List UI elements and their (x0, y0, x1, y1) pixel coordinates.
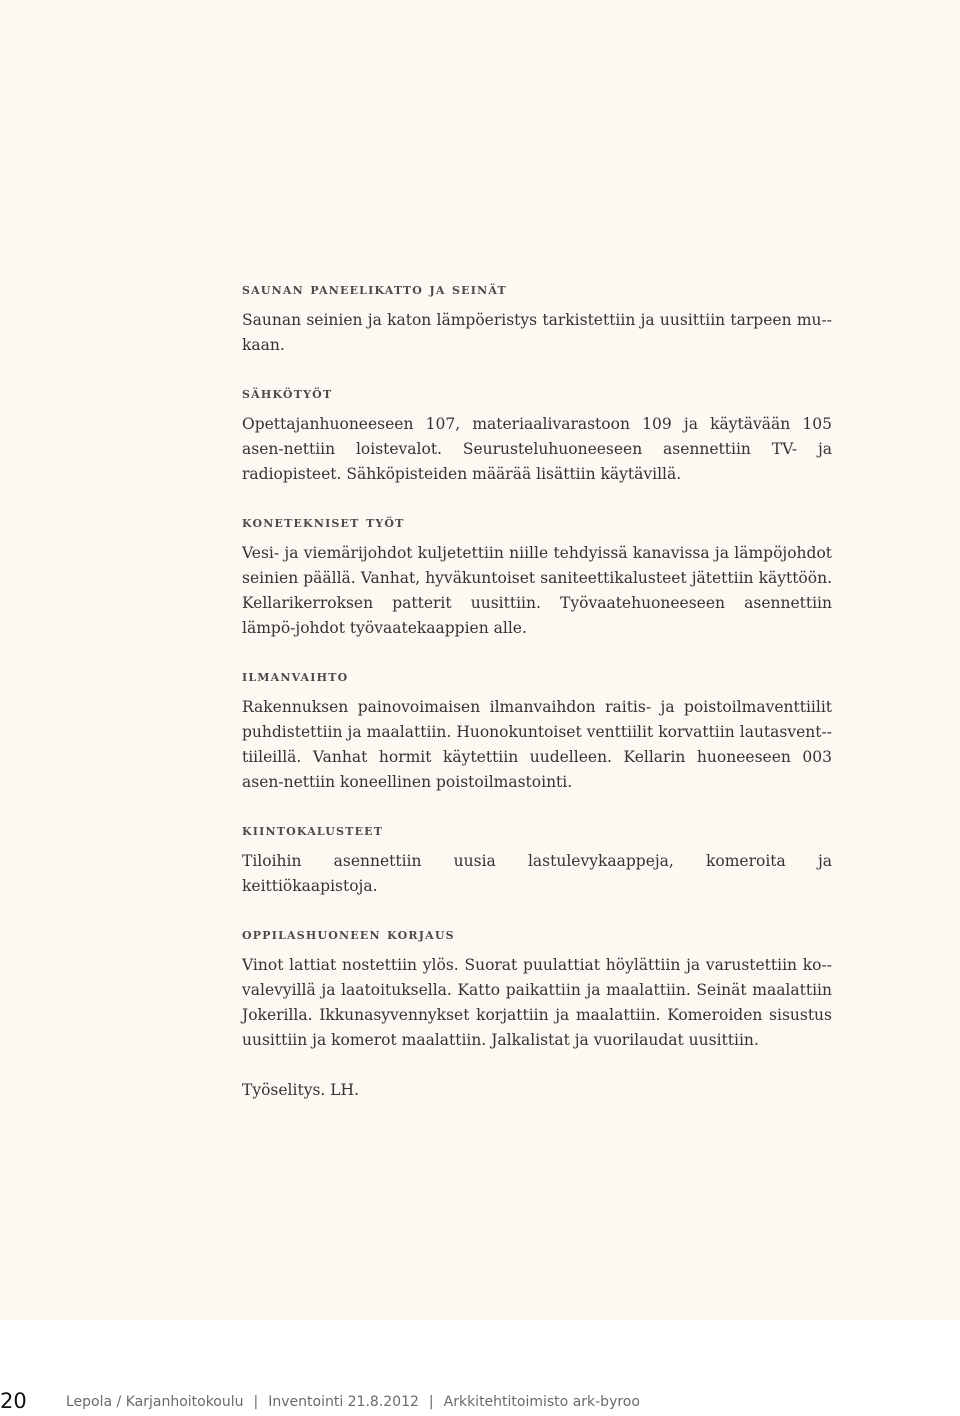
section-text: Tiloihin asennettiin uusia lastulevykaappeja, komeroita ja keittiökaapistoja. (242, 852, 832, 895)
page-footer (0, 1388, 960, 1416)
footer-separator: | (253, 1394, 259, 1410)
section-text: Vesi- ja viemärijohdot kuljetettiin niille tehdyissä kanavissa ja lämpöjohdot seinien päällä. Vanhat, hyväkuntoiset saniteettikalusteet jätettiin käyttöön. Kellarikerroksen patterit uusittiin. Työvaatehuoneeseen asennettiin lämpö-johdot työvaatekaappien alle. (242, 544, 832, 637)
section-heading: sähkötyöt (242, 384, 333, 402)
section-fixtures (242, 819, 832, 899)
section-classroom-repair (242, 923, 832, 1053)
section-text: Rakennuksen painovoimaisen ilmanvaihdon raitis- ja poistoilmaventtiilit puhdistettiin ja maalattiin. Huonokuntoiset venttiilit korvattiin lautasvent-tiileillä. Vanhat hormit käytettiin uudelleen. Kellarin huoneeseen 003 asen-nettiin koneellinen poistoilmastointi. (242, 698, 832, 791)
section-ventilation (242, 665, 832, 795)
footer-inventory-date: Inventointi 21.8.2012 (268, 1394, 419, 1410)
section-text: Vinot lattiat nostettiin ylös. Suorat puulattiat höylättiin ja varustettiin ko-valevyillä ja laatoituksella. Katto paikattiin ja maalattiin. Seinät maalattiin Jokerilla. Ikkunasyvennykset korjattiin ja maalattiin. Komeroiden sisustus uusittiin ja komerot maalattiin. Jalkalistat ja vuorilaudat uusittiin. (242, 956, 832, 1049)
section-heading: konetekniset työt (242, 513, 405, 531)
section-sauna (242, 278, 832, 358)
footer-text (66, 1392, 640, 1412)
section-heading: kiintokalusteet (242, 821, 384, 839)
section-heading: oppilashuoneen korjaus (242, 925, 455, 943)
footer-separator: | (428, 1394, 434, 1410)
page-number: 20 (0, 1389, 27, 1413)
footer-office: Arkkitehtitoimisto ark-byroo (443, 1394, 640, 1410)
footer-project: Lepola / Karjanhoitokoulu (66, 1394, 244, 1410)
section-electrical (242, 382, 832, 487)
section-mechanical (242, 511, 832, 641)
section-heading: saunan paneelikatto ja seinät (242, 280, 507, 298)
section-text: Opettajanhuoneeseen 107, materiaalivarastoon 109 ja käytävään 105 asen-nettiin loistevalot. Seurusteluhuoneeseen asennettiin TV- ja radiopisteet. Sähköpisteiden määrää lisättiin käytävillä. (242, 415, 832, 483)
section-heading: ilmanvaihto (242, 667, 349, 685)
section-text: Saunan seinien ja katon lämpöeristys tarkistettiin ja uusittiin tarpeen mu-kaan. (242, 311, 832, 354)
document-body (242, 278, 832, 1103)
signature: Työselitys. LH. (242, 1081, 359, 1099)
